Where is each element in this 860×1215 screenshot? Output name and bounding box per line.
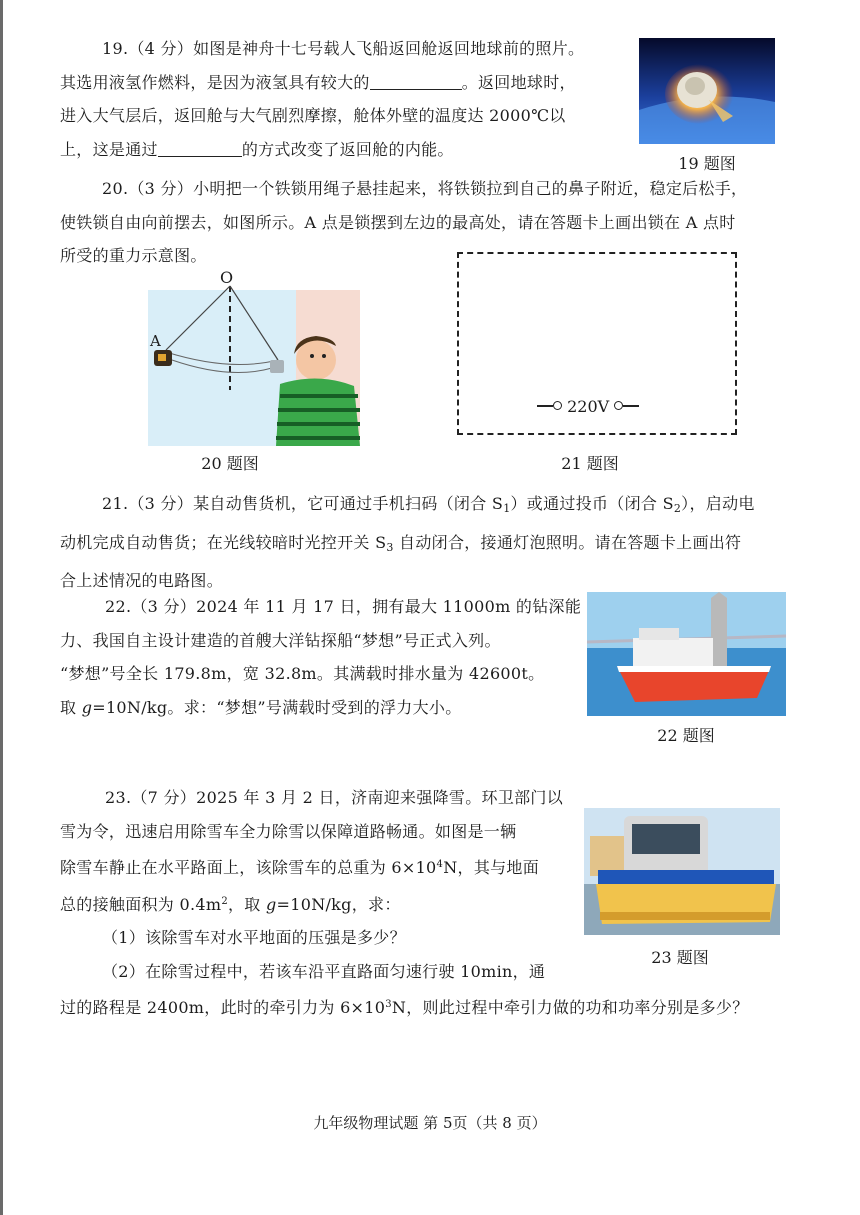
q21-caption: 21 题图 [561, 454, 619, 473]
q19-blank-1[interactable] [370, 73, 462, 90]
q19-text: 19.（4 分）如图是神舟十七号载人飞船返回舱返回地球前的照片。 其选用液氢作燃料，是因为液氢具有较大的 。返回地球时， 进入大气层后，返回舱与大气剧烈摩擦，舱体外壁的温度达 2000℃以 上，这是通过 的方式改变了返回舱的内能。 [60, 39, 585, 159]
q22-ship-photo [587, 592, 786, 716]
q23-text: 23.（7 分）2025 年 3 月 2 日，济南迎来强降雪。环卫部门以 雪为令，迅速启用除雪车全力除雪以保障道路畅通。如图是一辆 除雪车静止在水平路面上，该除雪车的总重为 $6\times 10^4N$，其与地面 总的接触面积为 $0.4m^2$，取 g=10N/kg，求： （1）该除雪车对水平地面的压强是多少？ （2）在除雪过程中，若该车沿平直路面匀速行驶 10min，通 过的路程是 2400m，此时的牵引力为 $6\times 10^3N$，则此过程中牵引力做的功和功率分别是多少？ [60, 788, 749, 1017]
q19-caption: 19 题图 [678, 154, 736, 173]
q19-capsule-photo [639, 38, 775, 144]
q19-blank-2[interactable] [158, 140, 242, 157]
q22-caption: 22 题图 [657, 726, 715, 745]
q23-snowplow-photo [584, 808, 780, 935]
point-o-label: O [220, 268, 234, 287]
q23-caption: 23 题图 [651, 948, 709, 967]
q21-text: 21.（3 分）某自动售货机，它可通过手机扫码（闭合 $S_1$）或通过投币（闭合 $S_2$），启动电 动机完成自动售货；在光线较暗时光控开关 $S_3$ 自动闭合，接通灯泡照明。请在答题卡上画出符 合上述情况的电路图。 [60, 494, 755, 590]
page-binding-edge [0, 0, 3, 1215]
q22-text: 22.（3 分）2024 年 11 月 17 日，拥有最大 11000m 的钻深能 力、我国自主设计建造的首艘大洋钻探船“梦想”号正式入列。 “梦想”号全长 179.8m，宽 32.8m。其满载时排水量为 42600t。 取 g=10N/kg。求：“梦想”号满载时受到的浮力大小。 [60, 597, 582, 717]
page-footer: 九年级物理试题 第 5页（共 8 页） [313, 1114, 547, 1132]
power-supply-terminal: 220V [537, 397, 639, 416]
point-a-label: A [150, 332, 161, 350]
q20-text: 20.（3 分）小明把一个铁锁用绳子悬挂起来，将铁锁拉到自己的鼻子附近，稳定后松手， 使铁锁自由向前摆去，如图所示。A 点是锁摆到左边的最高处，请在答题卡上画出锁在 A 点时 所受的重力示意图。 [60, 179, 748, 265]
q20-figure [140, 268, 370, 446]
q20-caption: 20 题图 [201, 454, 259, 473]
q21-answer-box[interactable] [457, 252, 737, 435]
